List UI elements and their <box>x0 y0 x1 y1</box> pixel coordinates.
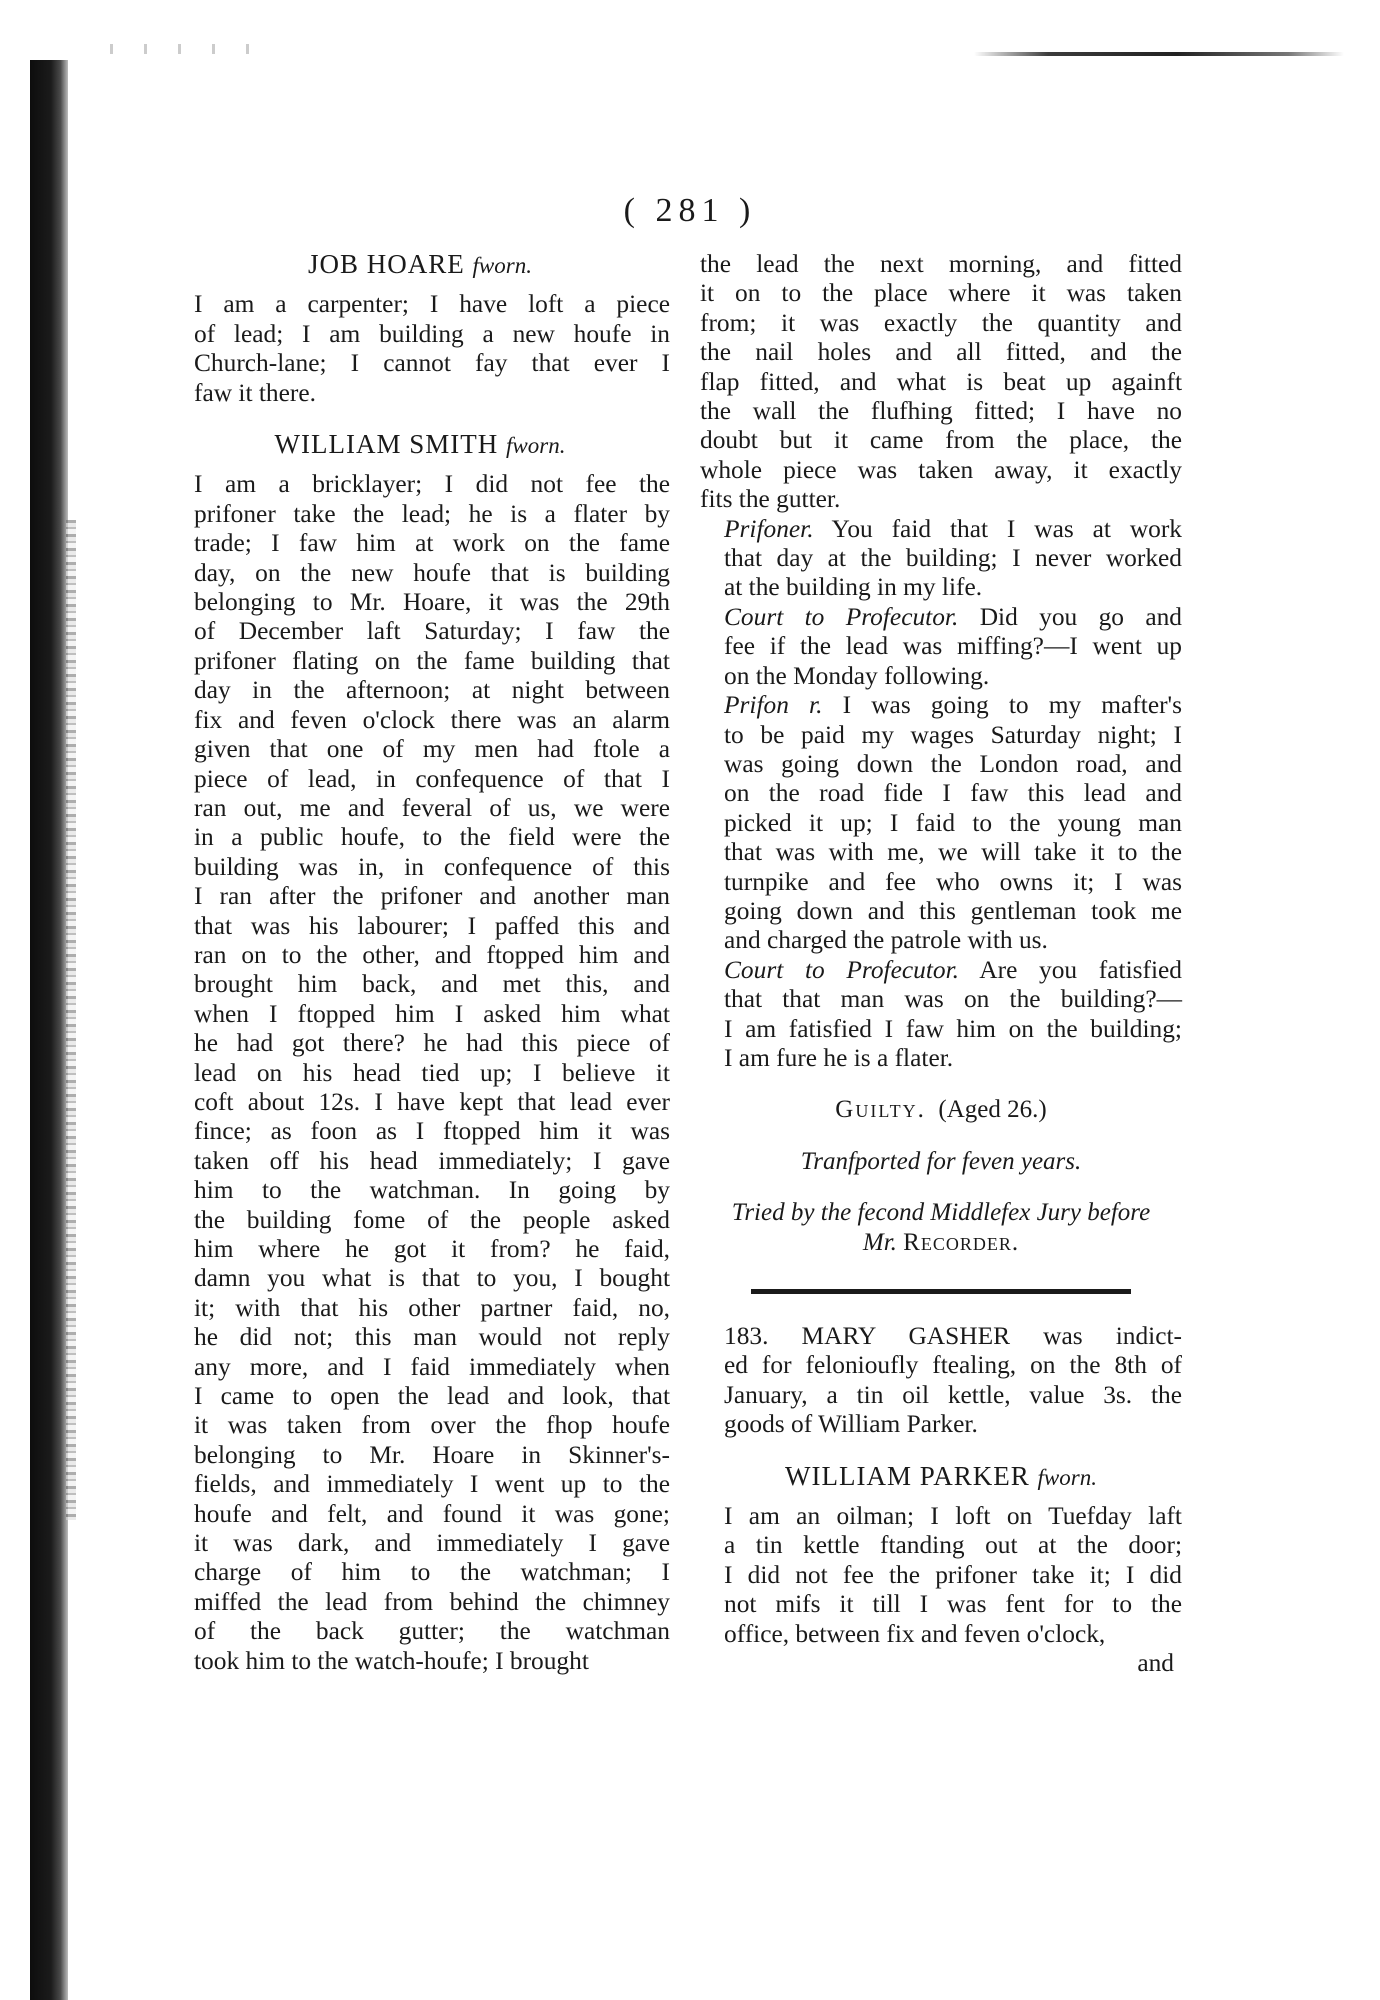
testimony-paragraph <box>170 470 670 1676</box>
text-line: that that man was on the building?— <box>724 985 1182 1014</box>
text-line: goods of William Parker. <box>724 1410 978 1439</box>
sworn-label: fworn. <box>506 433 566 459</box>
text-line: the building fome of the people asked <box>194 1205 670 1234</box>
text-line: of December laft Saturday; I faw the <box>194 617 670 646</box>
text-line: was going down the London road, and <box>724 749 1182 778</box>
text-line: going down and this gentleman took me <box>724 896 1182 925</box>
text-line: lead on his head tied up; I believe it <box>194 1058 670 1087</box>
text-line: coft about 12s. I have kept that lead ever <box>194 1087 670 1116</box>
dialogue-paragraph <box>700 515 1182 603</box>
text-line <box>700 515 1182 544</box>
text-line: it was taken from over the fhop houfe <box>194 1411 670 1440</box>
jury-recorder: Recorder. <box>903 1228 1020 1256</box>
text-line: brought him back, and met this, and <box>194 970 670 999</box>
witness-name: JOB HOARE <box>308 249 465 279</box>
text-line: the lead the next morning, and fitted <box>700 250 1182 278</box>
text-line: houfe and felt, and found it was gone; <box>194 1499 670 1528</box>
text-line: fix and feven o'clock there was an alarm <box>194 705 670 734</box>
text-line: on the Monday following. <box>724 661 990 690</box>
jury-line <box>700 1198 1182 1257</box>
text-line: I did not fee the prifoner take it; I did <box>724 1560 1182 1589</box>
text-line: that day at the building; I never worked <box>724 544 1182 573</box>
text-line: I came to open the lead and look, that <box>194 1382 670 1411</box>
sentence-line: Tranfported for feven years. <box>800 1147 1082 1175</box>
jury-mr: Mr. <box>862 1228 897 1256</box>
text-line: belonging to Mr. Hoare, it was the 29th <box>194 588 670 617</box>
testimony-paragraph <box>700 1502 1182 1649</box>
catchword: and <box>1137 1649 1174 1678</box>
right-column <box>700 250 1182 1678</box>
testimony-paragraph <box>700 250 1182 515</box>
witness-heading-job-hoare <box>170 250 670 280</box>
line-text: I was going to my mafter's <box>842 691 1183 720</box>
text-line: in a public houfe, to the field were the <box>194 823 670 852</box>
text-line: piece of lead, in confequence of that I <box>194 764 670 793</box>
text-line: I am a carpenter; I have loft a piece <box>194 290 670 319</box>
text-line: January, a tin oil kettle, value 3s. the <box>724 1380 1182 1409</box>
text-line: prifoner take the lead; he is a flater by <box>194 499 670 528</box>
text-line: fee if the lead was miffing?—I went up <box>724 632 1182 661</box>
text-line: flap fitted, and what is beat up againft <box>700 367 1182 396</box>
section-divider <box>751 1289 1131 1294</box>
text-line: of the back gutter; the watchman <box>194 1617 670 1646</box>
text-line: it; with that his other partner faid, no, <box>194 1293 670 1322</box>
text-line: prifoner flating on the fame building that <box>194 646 670 675</box>
line-text: Are you fatisfied <box>979 955 1182 984</box>
left-column <box>170 250 670 1676</box>
text-line: took him to the watch-houfe; I brought <box>194 1646 589 1675</box>
page-number: ( 281 ) <box>623 192 757 229</box>
text-line: day, on the new houfe that is building <box>194 558 670 587</box>
text-line: given that one of my men had ftole a <box>194 735 670 764</box>
dialogue-paragraph <box>700 603 1182 691</box>
sworn-label: fworn. <box>1037 1464 1097 1490</box>
text-line: ran on to the other, and ftopped him and <box>194 940 670 969</box>
speaker-label: Court to Profecutor. <box>724 602 959 631</box>
scan-binding-edge <box>30 60 68 2000</box>
text-line: day in the afternoon; at night between <box>194 676 670 705</box>
text-line: at the building in my life. <box>724 573 983 602</box>
text-line: it on to the place where it was taken <box>700 279 1182 308</box>
text-line <box>700 956 1182 985</box>
text-line: ran out, me and feveral of us, we were <box>194 793 670 822</box>
text-line: I am a bricklayer; I did not fee the <box>194 470 670 499</box>
text-line: I am fatisfied I faw him on the building; <box>724 1014 1182 1043</box>
text-line: office, between fix and feven o'clock, <box>724 1619 1106 1648</box>
text-line: 183. MARY GASHER was indict- <box>724 1322 1182 1350</box>
text-line: on the road fide I faw this lead and <box>724 779 1182 808</box>
text-line: faw it there. <box>194 378 316 407</box>
scan-top-specks <box>110 44 270 54</box>
text-line: that was his labourer; I paffed this and <box>194 911 670 940</box>
scan-binding-texture <box>66 520 76 1520</box>
dialogue-paragraph <box>700 956 1182 1074</box>
text-line: I am an oilman; I loft on Tuefday laft <box>724 1502 1182 1531</box>
text-line: the wall the flufhing fitted; I have no <box>700 397 1182 426</box>
text-line: I ran after the prifoner and another man <box>194 882 670 911</box>
speaker-label: Court to Profecutor. <box>724 955 959 984</box>
text-line: any more, and I faid immediately when <box>194 1352 670 1381</box>
text-line: him to the watchman. In going by <box>194 1176 670 1205</box>
text-line: ed for felonioufly ftealing, on the 8th of <box>724 1351 1182 1380</box>
text-line: the nail holes and all fitted, and the <box>700 338 1182 367</box>
text-line: building was in, in confequence of this <box>194 852 670 881</box>
text-line: fince; as foon as I ftopped him it was <box>194 1117 670 1146</box>
text-line: I am fure he is a flater. <box>724 1043 954 1072</box>
text-line: turnpike and fee who owns it; I was <box>724 867 1182 896</box>
speaker-label: Prifoner. <box>724 514 814 543</box>
text-line: picked it up; I faid to the young man <box>724 808 1182 837</box>
sworn-label: fworn. <box>472 253 532 278</box>
text-line: it was dark, and immediately I gave <box>194 1529 670 1558</box>
witness-heading-william-smith <box>170 430 670 460</box>
text-line: whole piece was taken away, it exactly <box>700 455 1182 484</box>
text-line: he had got there? he had this piece of <box>194 1029 670 1058</box>
witness-heading-william-parker <box>700 1462 1182 1492</box>
text-line: Church-lane; I cannot fay that ever I <box>194 349 670 378</box>
text-line: he did not; this man would not reply <box>194 1323 670 1352</box>
text-line: of lead; I am building a new houfe in <box>194 319 670 348</box>
text-line: and charged the patrole with us. <box>724 926 1048 955</box>
witness-name: WILLIAM PARKER <box>785 1460 1030 1491</box>
text-line: miffed the lead from behind the chimney <box>194 1587 670 1616</box>
age-note: (Aged 26.) <box>938 1096 1047 1124</box>
text-line <box>700 603 1182 632</box>
text-line: him where he got it from? he faid, <box>194 1235 670 1263</box>
text-line: doubt but it came from the place, the <box>700 426 1182 455</box>
verdict-line <box>700 1095 1182 1124</box>
text-line: not mifs it till I was fent for to the <box>724 1590 1182 1619</box>
speaker-label: Prifon r. <box>724 691 823 720</box>
verdict-word: Guilty. <box>835 1096 926 1124</box>
jury-text: Tried by the fecond Middlefex Jury before <box>731 1199 1151 1227</box>
text-line: damn you what is that to you, I bought <box>194 1264 670 1293</box>
text-line: a tin kettle ftanding out at the door; <box>724 1531 1182 1560</box>
line-text: Did you go and <box>979 602 1182 631</box>
text-line: taken off his head immediately; I gave <box>194 1146 670 1175</box>
witness-name: WILLIAM SMITH <box>274 429 499 460</box>
text-line: to be paid my wages Saturday night; I <box>724 720 1182 749</box>
testimony-paragraph <box>170 290 670 408</box>
text-line: belonging to Mr. Hoare in Skinner's- <box>194 1440 670 1469</box>
text-line: charge of him to the watchman; I <box>194 1558 670 1587</box>
text-line: that was with me, we will take it to the <box>724 838 1182 867</box>
scan-top-smudge <box>974 52 1344 56</box>
line-text: You faid that I was at work <box>831 514 1182 543</box>
text-line: fits the gutter. <box>700 485 841 514</box>
indictment-paragraph <box>700 1322 1182 1440</box>
dialogue-paragraph <box>700 691 1182 956</box>
text-line: when I ftopped him I asked him what <box>194 999 670 1028</box>
text-line: trade; I faw him at work on the fame <box>194 529 670 558</box>
text-line: fields, and immediately I went up to the <box>194 1470 670 1499</box>
text-line: from; it was exactly the quantity and <box>700 308 1182 337</box>
text-line <box>700 691 1182 720</box>
